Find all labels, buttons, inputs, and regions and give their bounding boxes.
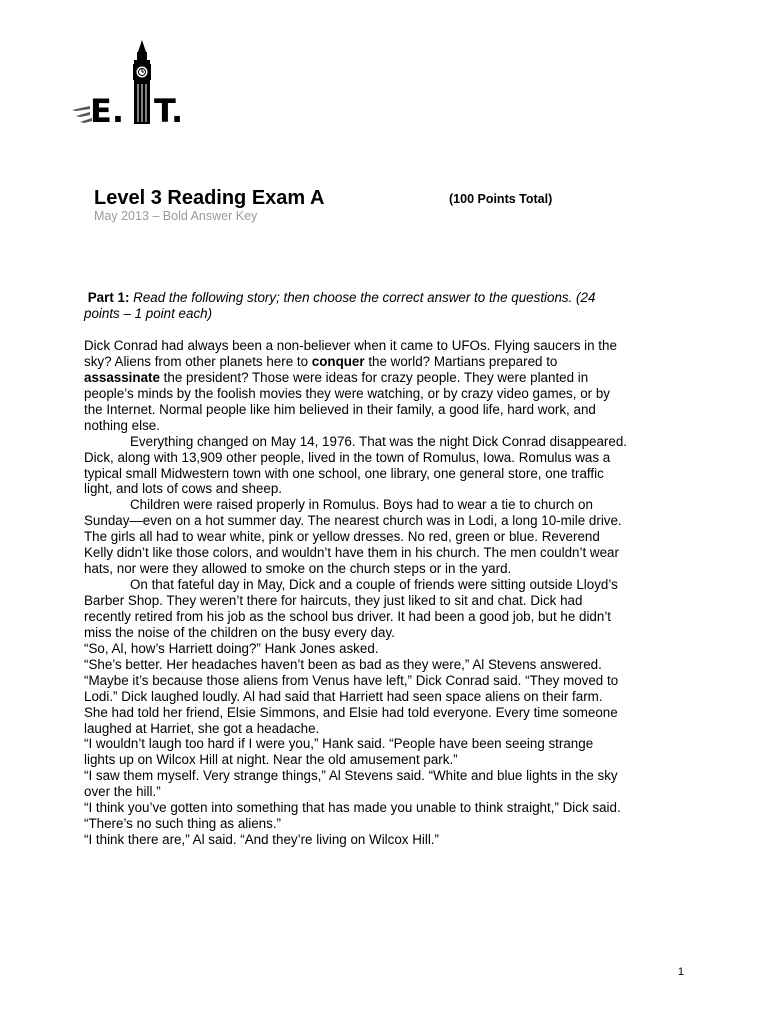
story-line: recently retired from his job as the school bus driver. It had been a good job, but he didn’t	[84, 608, 612, 624]
logo-text-t: T.	[154, 92, 184, 128]
story-line: laughed at Harriet, she got a headache.	[84, 720, 320, 736]
story-line: Dick, along with 13,909 other people, lived in the town of Romulus, Iowa. Romulus was a	[84, 449, 611, 465]
story-line: miss the noise of the children on the busy every day.	[84, 624, 395, 640]
story-line: “So, Al, how’s Harriett doing?” Hank Jones asked.	[84, 640, 379, 656]
story-line: “There’s no such thing as aliens.”	[84, 816, 281, 832]
part1-heading	[84, 290, 684, 322]
story-line: light, and lots of cows and sheep.	[84, 481, 283, 497]
page-number: 1	[677, 966, 684, 978]
big-ben-clock-tower-icon	[70, 38, 200, 128]
story-line: typical small Midwestern town with one school, one library, one general store, one traffic	[84, 465, 604, 481]
story-line: “Maybe it’s because those aliens from Venus have left,” Dick Conrad said. “They moved to	[84, 672, 619, 688]
story-line: On that fateful day in May, Dick and a couple of friends were sitting outside Lloyd’s	[130, 577, 618, 593]
story-line: nothing else.	[84, 417, 160, 433]
exam-title: Level 3 Reading Exam A	[94, 187, 325, 209]
story-line: Everything changed on May 14, 1976. That was the night Dick Conrad disappeared.	[130, 433, 628, 449]
story-line: sky? Aliens from other planets here to conquer the world? Martians prepared to	[84, 353, 558, 369]
story-line: “I think you’ve gotten into something that has made you unable to think straight,” Dick said.	[84, 800, 621, 816]
story-line: She had told her friend, Elsie Simmons, and Elsie had told everyone. Every time someone	[84, 704, 618, 720]
story-line: Dick Conrad had always been a non-believer when it came to UFOs. Flying saucers in the	[84, 338, 617, 353]
title-row	[94, 187, 694, 211]
story-line: lights up on Wilcox Hill at night. Near the old amusement park.”	[84, 752, 458, 768]
part1-instructions-line2: points – 1 point each)	[84, 305, 213, 321]
et-logo	[70, 38, 200, 128]
story-line: the Internet. Normal people like him believed in their family, a good life, hard work, and	[84, 401, 596, 417]
part1-label: Part 1:	[87, 290, 130, 305]
story-line: “I think there are,” Al said. “And they’re living on Wilcox Hill.”	[84, 832, 439, 848]
bold-answer-assassinate: assassinate	[84, 369, 160, 385]
story-line: The girls all had to wear white, pink or yellow dresses. No red, green or blue. Reverend	[84, 529, 600, 545]
part1-instructions-line1: Read the following story; then choose the correct answer to the questions. (24	[133, 290, 596, 305]
story-line: Barber Shop. They weren’t there for haircuts, they just liked to sit and chat. Dick had	[84, 593, 583, 608]
logo-text-e: E.	[90, 92, 125, 128]
story-line: Lodi.” Dick laughed loudly. Al had said that Harriett had seen space aliens on their farm.	[84, 688, 603, 704]
story-line: Sunday—even on a hot summer day. The nearest church was in Lodi, a long 10-mile drive.	[84, 513, 622, 529]
story-line: hats, nor were they allowed to smoke on the church steps or in the yard.	[84, 561, 512, 577]
story-line: assassinate the president? Those were ideas for crazy people. They were planted in	[84, 369, 589, 385]
story-line: “I wouldn’t laugh too hard if I were you,” Hank said. “People have been seeing strange	[84, 736, 594, 752]
story-line: “She’s better. Her headaches haven’t been as bad as they were,” Al Stevens answered.	[84, 656, 602, 672]
story-line: over the hill.”	[84, 784, 161, 800]
story-line: “I saw them myself. Very strange things,” Al Stevens said. “White and blue lights in the sky	[84, 768, 618, 784]
story-text	[84, 338, 684, 848]
story-line: Children were raised properly in Romulus. Boys had to wear a tie to church on	[130, 497, 593, 513]
exam-subtitle: May 2013 – Bold Answer Key	[94, 209, 258, 223]
story-line: Kelly didn’t like those colors, and wouldn’t have them in his church. The men couldn’t wear	[84, 545, 619, 561]
bold-answer-conquer: conquer	[311, 353, 365, 369]
story-line: people’s minds by the foolish movies they were watching, or by crazy video games, or by	[84, 385, 610, 401]
total-points: (100 Points Total)	[449, 192, 553, 206]
